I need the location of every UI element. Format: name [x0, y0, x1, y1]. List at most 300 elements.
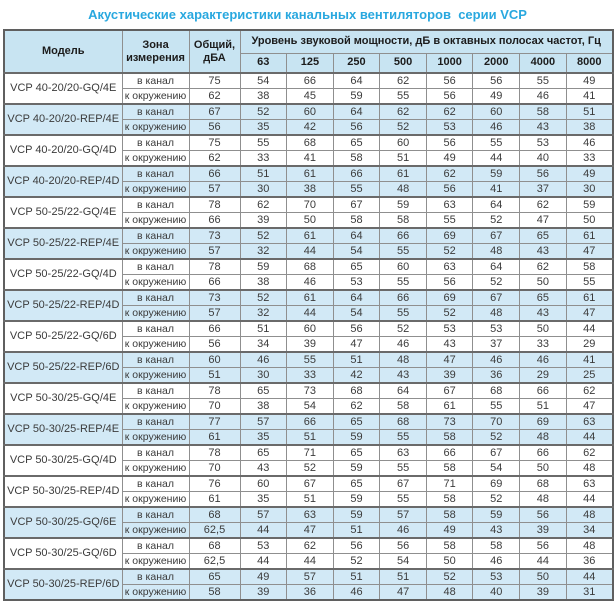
band-level-cell: 39	[240, 585, 287, 601]
band-level-cell: 66	[520, 383, 567, 399]
col-header-zone: Зона измерения	[122, 30, 189, 73]
band-level-cell: 37	[520, 182, 567, 198]
zone-cell: в канал	[122, 445, 189, 461]
band-level-cell: 73	[287, 383, 334, 399]
model-cell: VCP 40-20/20-REP/4E	[4, 104, 122, 135]
band-level-cell: 59	[333, 89, 380, 105]
band-level-cell: 44	[520, 554, 567, 570]
band-level-cell: 39	[520, 523, 567, 539]
band-level-cell: 61	[287, 290, 334, 306]
band-level-cell: 69	[426, 228, 473, 244]
band-level-cell: 44	[240, 523, 287, 539]
table-row-duct	[4, 476, 613, 492]
model-cell: VCP 50-30/25-GQ/6D	[4, 538, 122, 569]
model-cell: VCP 40-20/20-GQ/4D	[4, 135, 122, 166]
band-level-cell: 25	[566, 368, 613, 384]
band-level-cell: 60	[240, 476, 287, 492]
col-header-frequency: 1000	[426, 53, 473, 73]
band-level-cell: 68	[333, 383, 380, 399]
table-row-duct	[4, 352, 613, 368]
band-level-cell: 67	[380, 476, 427, 492]
band-level-cell: 67	[473, 445, 520, 461]
band-level-cell: 53	[333, 275, 380, 291]
total-dba-cell: 68	[189, 538, 240, 554]
band-level-cell: 71	[426, 476, 473, 492]
band-level-cell: 56	[333, 538, 380, 554]
zone-cell: к окружению	[122, 337, 189, 353]
band-level-cell: 59	[333, 461, 380, 477]
band-level-cell: 57	[380, 507, 427, 523]
zone-cell: в канал	[122, 414, 189, 430]
total-dba-cell: 78	[189, 197, 240, 213]
band-level-cell: 52	[426, 569, 473, 585]
band-level-cell: 67	[473, 228, 520, 244]
col-header-model: Модель	[4, 30, 122, 73]
band-level-cell: 53	[426, 321, 473, 337]
band-level-cell: 44	[287, 554, 334, 570]
zone-cell: к окружению	[122, 89, 189, 105]
band-level-cell: 69	[473, 476, 520, 492]
band-level-cell: 46	[333, 585, 380, 601]
band-level-cell: 48	[566, 507, 613, 523]
band-level-cell: 47	[566, 244, 613, 260]
band-level-cell: 42	[333, 368, 380, 384]
band-level-cell: 45	[287, 89, 334, 105]
band-level-cell: 48	[473, 306, 520, 322]
total-dba-cell: 70	[189, 461, 240, 477]
band-level-cell: 59	[473, 507, 520, 523]
band-level-cell: 58	[426, 538, 473, 554]
zone-cell: в канал	[122, 73, 189, 89]
band-level-cell: 51	[240, 166, 287, 182]
band-level-cell: 54	[240, 73, 287, 89]
zone-cell: к окружению	[122, 461, 189, 477]
zone-cell: к окружению	[122, 430, 189, 446]
band-level-cell: 46	[287, 275, 334, 291]
band-level-cell: 56	[520, 166, 567, 182]
band-level-cell: 47	[566, 399, 613, 415]
total-dba-cell: 65	[189, 569, 240, 585]
band-level-cell: 39	[520, 585, 567, 601]
band-level-cell: 62	[520, 259, 567, 275]
total-dba-cell: 73	[189, 290, 240, 306]
band-level-cell: 60	[380, 135, 427, 151]
col-header-frequency: 4000	[520, 53, 567, 73]
band-level-cell: 51	[240, 321, 287, 337]
band-level-cell: 36	[566, 554, 613, 570]
band-level-cell: 61	[566, 290, 613, 306]
total-dba-cell: 56	[189, 337, 240, 353]
band-level-cell: 55	[380, 430, 427, 446]
band-level-cell: 46	[520, 89, 567, 105]
band-level-cell: 53	[473, 321, 520, 337]
total-dba-cell: 51	[189, 368, 240, 384]
band-level-cell: 64	[333, 290, 380, 306]
band-level-cell: 52	[380, 120, 427, 136]
band-level-cell: 57	[240, 507, 287, 523]
model-cell: VCP 50-25/22-REP/6D	[4, 352, 122, 383]
table-row-duct	[4, 197, 613, 213]
model-cell: VCP 50-25/22-GQ/6D	[4, 321, 122, 352]
band-level-cell: 59	[333, 430, 380, 446]
total-dba-cell: 58	[189, 585, 240, 601]
band-level-cell: 56	[426, 275, 473, 291]
table-row-duct	[4, 507, 613, 523]
band-level-cell: 67	[287, 476, 334, 492]
band-level-cell: 65	[333, 476, 380, 492]
band-level-cell: 66	[426, 445, 473, 461]
band-level-cell: 47	[520, 213, 567, 229]
band-level-cell: 38	[240, 275, 287, 291]
band-level-cell: 65	[333, 135, 380, 151]
total-dba-cell: 57	[189, 306, 240, 322]
band-level-cell: 55	[240, 135, 287, 151]
band-level-cell: 51	[566, 104, 613, 120]
band-level-cell: 56	[473, 73, 520, 89]
col-header-frequency: 125	[287, 53, 334, 73]
band-level-cell: 39	[287, 337, 334, 353]
band-level-cell: 64	[333, 228, 380, 244]
band-level-cell: 68	[287, 259, 334, 275]
band-level-cell: 66	[333, 166, 380, 182]
zone-cell: к окружению	[122, 213, 189, 229]
band-level-cell: 61	[566, 228, 613, 244]
table-row-duct	[4, 259, 613, 275]
band-level-cell: 65	[333, 445, 380, 461]
band-level-cell: 39	[240, 213, 287, 229]
zone-cell: в канал	[122, 569, 189, 585]
col-header-bands-group: Уровень звуковой мощности, дБ в октавных полосах частот, Гц	[240, 30, 613, 53]
band-level-cell: 35	[240, 120, 287, 136]
band-level-cell: 51	[333, 352, 380, 368]
band-level-cell: 44	[566, 430, 613, 446]
band-level-cell: 55	[380, 275, 427, 291]
band-level-cell: 38	[240, 89, 287, 105]
zone-cell: к окружению	[122, 368, 189, 384]
band-level-cell: 50	[566, 213, 613, 229]
table-row-duct	[4, 321, 613, 337]
band-level-cell: 65	[520, 290, 567, 306]
band-level-cell: 46	[473, 352, 520, 368]
band-level-cell: 46	[380, 523, 427, 539]
band-level-cell: 46	[520, 352, 567, 368]
total-dba-cell: 76	[189, 476, 240, 492]
band-level-cell: 64	[473, 259, 520, 275]
band-level-cell: 62	[566, 445, 613, 461]
zone-cell: к окружению	[122, 244, 189, 260]
band-level-cell: 54	[333, 244, 380, 260]
band-level-cell: 58	[380, 213, 427, 229]
band-level-cell: 55	[566, 275, 613, 291]
band-level-cell: 39	[426, 368, 473, 384]
total-dba-cell: 60	[189, 352, 240, 368]
band-level-cell: 63	[566, 476, 613, 492]
band-level-cell: 62	[333, 399, 380, 415]
band-level-cell: 65	[333, 259, 380, 275]
band-level-cell: 64	[473, 197, 520, 213]
band-level-cell: 64	[333, 73, 380, 89]
band-level-cell: 63	[566, 414, 613, 430]
band-level-cell: 41	[287, 151, 334, 167]
band-level-cell: 59	[566, 197, 613, 213]
model-cell: VCP 40-20/20-REP/4D	[4, 166, 122, 197]
model-cell: VCP 50-25/22-REP/4E	[4, 228, 122, 259]
model-cell: VCP 50-25/22-GQ/4E	[4, 197, 122, 228]
band-level-cell: 70	[473, 414, 520, 430]
band-level-cell: 62	[426, 104, 473, 120]
zone-cell: в канал	[122, 352, 189, 368]
band-level-cell: 52	[473, 430, 520, 446]
total-dba-cell: 66	[189, 166, 240, 182]
band-level-cell: 41	[566, 89, 613, 105]
band-level-cell: 64	[333, 104, 380, 120]
band-level-cell: 46	[240, 352, 287, 368]
band-level-cell: 58	[566, 259, 613, 275]
band-level-cell: 49	[426, 523, 473, 539]
band-level-cell: 59	[333, 507, 380, 523]
band-level-cell: 56	[426, 89, 473, 105]
band-level-cell: 32	[240, 306, 287, 322]
band-level-cell: 50	[520, 321, 567, 337]
band-level-cell: 51	[287, 430, 334, 446]
band-level-cell: 70	[287, 197, 334, 213]
band-level-cell: 65	[240, 383, 287, 399]
table-row-duct	[4, 569, 613, 585]
band-level-cell: 33	[520, 337, 567, 353]
model-cell: VCP 50-30/25-GQ/4D	[4, 445, 122, 476]
band-level-cell: 59	[380, 197, 427, 213]
band-level-cell: 62	[520, 197, 567, 213]
total-dba-cell: 78	[189, 259, 240, 275]
band-level-cell: 48	[520, 492, 567, 508]
band-level-cell: 58	[426, 492, 473, 508]
band-level-cell: 60	[473, 104, 520, 120]
band-level-cell: 50	[287, 213, 334, 229]
model-cell: VCP 50-30/25-REP/4E	[4, 414, 122, 445]
band-level-cell: 68	[380, 414, 427, 430]
band-level-cell: 47	[380, 585, 427, 601]
band-level-cell: 48	[566, 538, 613, 554]
band-level-cell: 69	[426, 290, 473, 306]
band-level-cell: 51	[333, 523, 380, 539]
band-level-cell: 51	[287, 492, 334, 508]
band-level-cell: 30	[240, 182, 287, 198]
zone-cell: в канал	[122, 197, 189, 213]
band-level-cell: 65	[333, 414, 380, 430]
zone-cell: в канал	[122, 383, 189, 399]
band-level-cell: 36	[287, 585, 334, 601]
band-level-cell: 60	[380, 259, 427, 275]
band-level-cell: 52	[380, 321, 427, 337]
band-level-cell: 44	[566, 569, 613, 585]
total-dba-cell: 77	[189, 414, 240, 430]
band-level-cell: 73	[426, 414, 473, 430]
band-level-cell: 44	[473, 151, 520, 167]
band-level-cell: 68	[520, 476, 567, 492]
band-level-cell: 33	[287, 368, 334, 384]
band-level-cell: 56	[426, 73, 473, 89]
band-level-cell: 37	[473, 337, 520, 353]
band-level-cell: 57	[240, 414, 287, 430]
band-level-cell: 58	[520, 104, 567, 120]
band-level-cell: 44	[566, 321, 613, 337]
band-level-cell: 41	[566, 352, 613, 368]
band-level-cell: 43	[473, 523, 520, 539]
band-level-cell: 40	[520, 151, 567, 167]
band-level-cell: 51	[380, 151, 427, 167]
model-cell: VCP 50-30/25-REP/6D	[4, 569, 122, 600]
band-level-cell: 66	[520, 445, 567, 461]
band-level-cell: 48	[380, 182, 427, 198]
band-level-cell: 47	[333, 337, 380, 353]
band-level-cell: 59	[473, 166, 520, 182]
band-level-cell: 43	[520, 306, 567, 322]
col-header-frequency: 2000	[473, 53, 520, 73]
band-level-cell: 52	[333, 554, 380, 570]
band-level-cell: 55	[426, 213, 473, 229]
zone-cell: к окружению	[122, 306, 189, 322]
total-dba-cell: 66	[189, 213, 240, 229]
band-level-cell: 58	[380, 399, 427, 415]
band-level-cell: 66	[380, 290, 427, 306]
table-row-duct	[4, 135, 613, 151]
band-level-cell: 30	[240, 368, 287, 384]
band-level-cell: 64	[380, 383, 427, 399]
band-level-cell: 56	[520, 538, 567, 554]
band-level-cell: 53	[520, 135, 567, 151]
band-level-cell: 38	[240, 399, 287, 415]
band-level-cell: 62	[380, 104, 427, 120]
band-level-cell: 33	[240, 151, 287, 167]
band-level-cell: 43	[520, 120, 567, 136]
table-row-duct	[4, 414, 613, 430]
total-dba-cell: 62,5	[189, 523, 240, 539]
zone-cell: к окружению	[122, 585, 189, 601]
band-level-cell: 44	[287, 306, 334, 322]
band-level-cell: 52	[287, 461, 334, 477]
zone-cell: в канал	[122, 507, 189, 523]
total-dba-cell: 68	[189, 507, 240, 523]
band-level-cell: 48	[520, 430, 567, 446]
band-level-cell: 48	[380, 352, 427, 368]
band-level-cell: 42	[287, 120, 334, 136]
band-level-cell: 55	[473, 135, 520, 151]
total-dba-cell: 70	[189, 399, 240, 415]
total-dba-cell: 61	[189, 430, 240, 446]
total-dba-cell: 57	[189, 182, 240, 198]
band-level-cell: 57	[287, 569, 334, 585]
total-dba-cell: 78	[189, 445, 240, 461]
band-level-cell: 49	[566, 73, 613, 89]
band-level-cell: 62	[426, 166, 473, 182]
band-level-cell: 34	[240, 337, 287, 353]
zone-cell: в канал	[122, 166, 189, 182]
band-level-cell: 53	[240, 538, 287, 554]
band-level-cell: 51	[520, 399, 567, 415]
band-level-cell: 49	[473, 89, 520, 105]
zone-cell: в канал	[122, 259, 189, 275]
band-level-cell: 52	[240, 290, 287, 306]
band-level-cell: 52	[426, 244, 473, 260]
zone-cell: к окружению	[122, 523, 189, 539]
total-dba-cell: 67	[189, 104, 240, 120]
band-level-cell: 65	[240, 445, 287, 461]
acoustic-table	[3, 29, 614, 601]
band-level-cell: 40	[473, 585, 520, 601]
band-level-cell: 54	[333, 306, 380, 322]
band-level-cell: 55	[287, 352, 334, 368]
zone-cell: в канал	[122, 538, 189, 554]
total-dba-cell: 73	[189, 228, 240, 244]
total-dba-cell: 62,5	[189, 554, 240, 570]
band-level-cell: 49	[240, 569, 287, 585]
table-row-duct	[4, 166, 613, 182]
zone-cell: в канал	[122, 290, 189, 306]
band-level-cell: 55	[520, 73, 567, 89]
band-level-cell: 55	[473, 399, 520, 415]
band-level-cell: 55	[333, 182, 380, 198]
total-dba-cell: 56	[189, 120, 240, 136]
zone-cell: к окружению	[122, 554, 189, 570]
band-level-cell: 55	[380, 89, 427, 105]
band-level-cell: 48	[473, 244, 520, 260]
band-level-cell: 52	[240, 228, 287, 244]
band-level-cell: 36	[473, 368, 520, 384]
col-header-frequency: 250	[333, 53, 380, 73]
band-level-cell: 66	[287, 73, 334, 89]
col-header-total: Общий, дБА	[189, 30, 240, 73]
total-dba-cell: 66	[189, 321, 240, 337]
band-level-cell: 52	[426, 306, 473, 322]
table-row-duct	[4, 445, 613, 461]
zone-cell: к окружению	[122, 399, 189, 415]
zone-cell: в канал	[122, 135, 189, 151]
band-level-cell: 58	[473, 538, 520, 554]
model-cell: VCP 40-20/20-GQ/4E	[4, 73, 122, 104]
band-level-cell: 51	[333, 569, 380, 585]
total-dba-cell: 75	[189, 135, 240, 151]
band-level-cell: 59	[240, 259, 287, 275]
band-level-cell: 52	[240, 104, 287, 120]
band-level-cell: 56	[426, 182, 473, 198]
band-level-cell: 66	[380, 228, 427, 244]
band-level-cell: 50	[520, 275, 567, 291]
band-level-cell: 61	[287, 228, 334, 244]
zone-cell: к окружению	[122, 120, 189, 136]
table-header	[4, 30, 613, 73]
col-header-frequency: 63	[240, 53, 287, 73]
band-level-cell: 48	[566, 461, 613, 477]
band-level-cell: 35	[240, 492, 287, 508]
page-title: Акустические характеристики канальных вентиляторов серии VCP	[88, 7, 527, 22]
band-level-cell: 67	[473, 290, 520, 306]
band-level-cell: 53	[473, 569, 520, 585]
total-dba-cell: 62	[189, 89, 240, 105]
band-level-cell: 62	[380, 73, 427, 89]
band-level-cell: 38	[287, 182, 334, 198]
band-level-cell: 33	[566, 151, 613, 167]
band-level-cell: 55	[380, 492, 427, 508]
band-level-cell: 63	[287, 507, 334, 523]
band-level-cell: 58	[333, 213, 380, 229]
band-level-cell: 69	[520, 414, 567, 430]
zone-cell: к окружению	[122, 151, 189, 167]
band-level-cell: 52	[473, 492, 520, 508]
band-level-cell: 52	[473, 275, 520, 291]
table-row-duct	[4, 383, 613, 399]
band-level-cell: 56	[426, 135, 473, 151]
band-level-cell: 61	[426, 399, 473, 415]
